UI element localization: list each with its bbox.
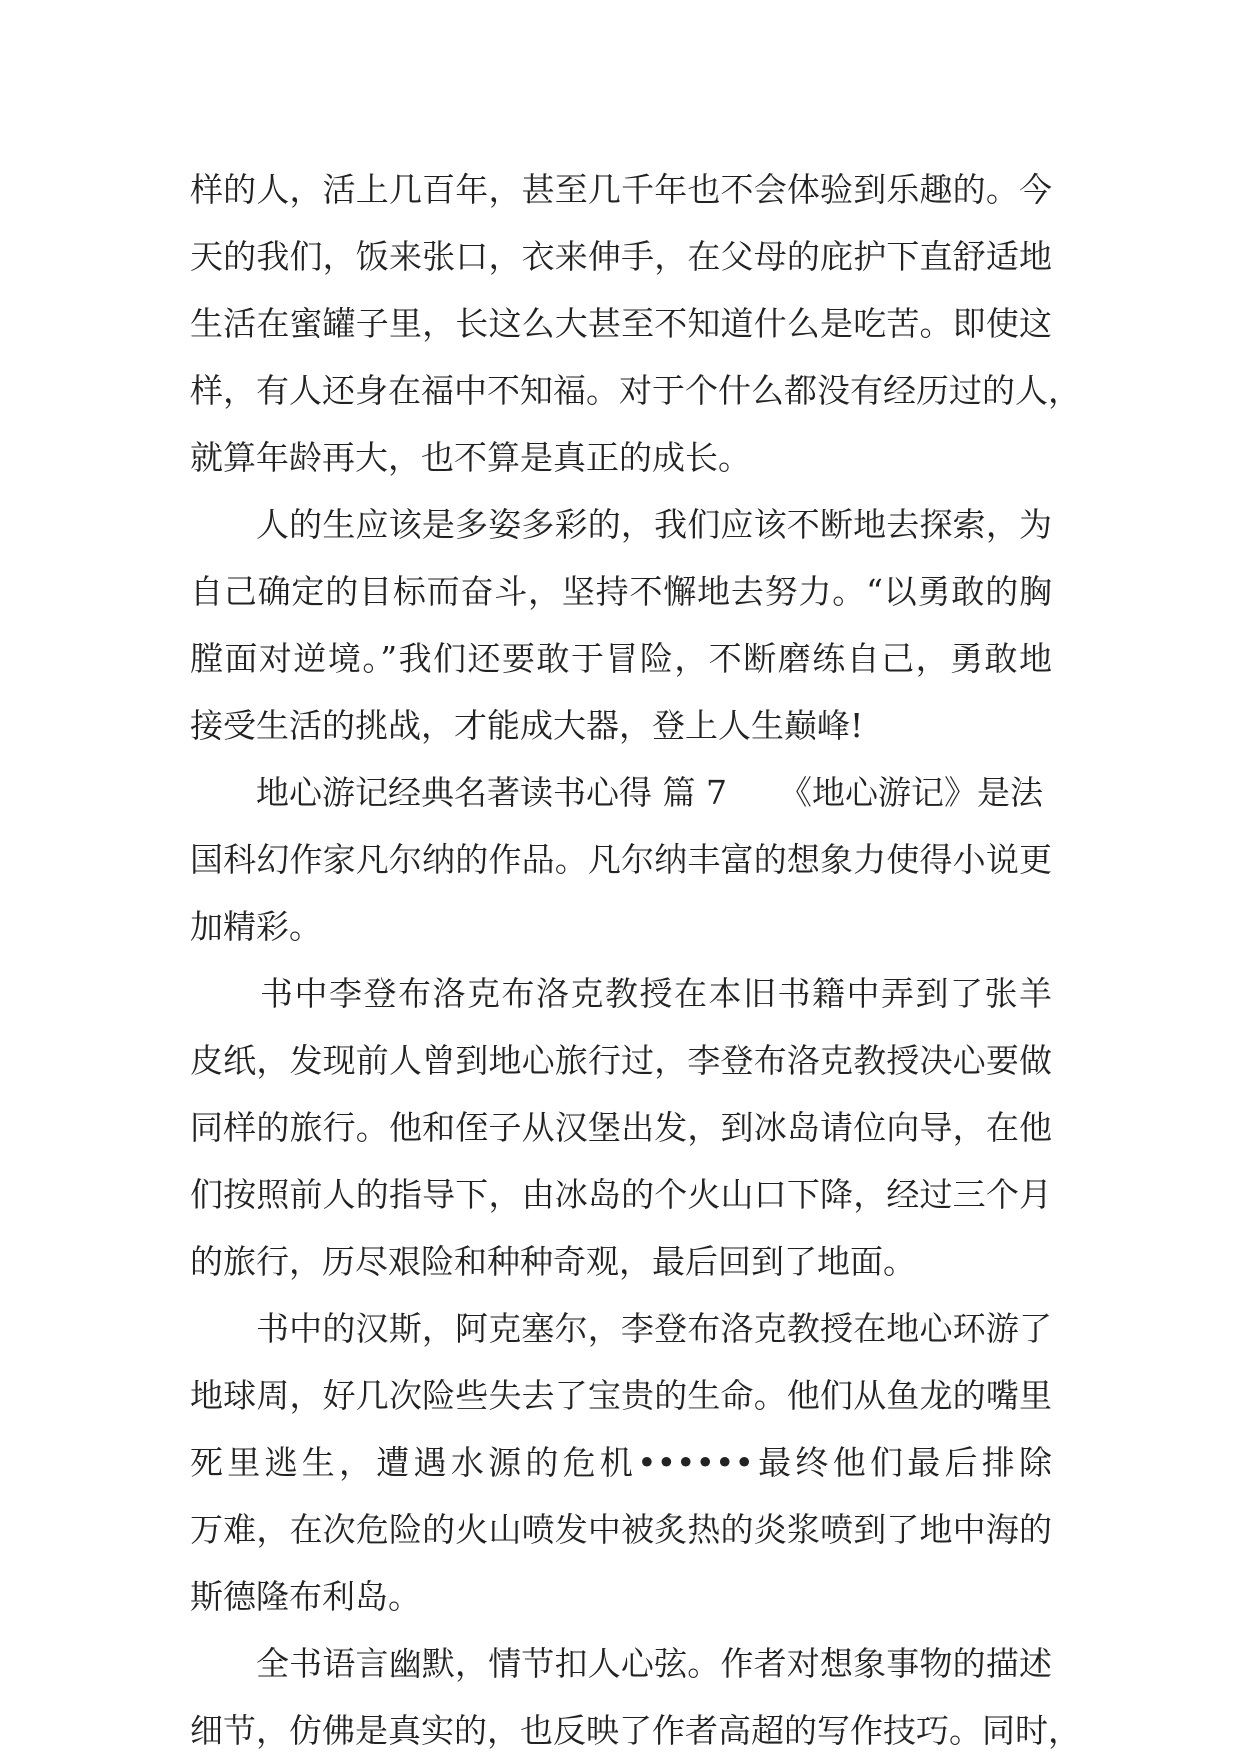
text-line: 的旅行，历尽艰险和种种奇观，最后回到了地面。 [190, 1242, 916, 1281]
text-line: 生活在蜜罐子里，长这么大甚至不知道什么是吃苦。即使这 [190, 304, 1052, 343]
section-intro: 《地心游记》是法 [778, 773, 1043, 812]
text-line: 天的我们，饭来张口，衣来伸手，在父母的庇护下直舒适地 [190, 237, 1052, 276]
text-line: 细节，仿佛是真实的，也反映了作者高超的写作技巧。同时， [190, 1711, 1081, 1750]
text-line: 书中的汉斯，阿克塞尔，李登布洛克教授在地心环游了 [256, 1309, 1052, 1348]
text-line: 书中李登布洛克布洛克教授在本旧书籍中弄到了张羊 [260, 974, 1052, 1013]
text-line: 们按照前人的指导下，由冰岛的个火山口下降，经过三个月 [190, 1175, 1052, 1214]
text-line: 死里逃生，遭遇水源的危机••••••最终他们最后排除 [190, 1443, 1052, 1482]
text-line: 人的生应该是多姿多彩的，我们应该不断地去探索，为 [256, 505, 1052, 544]
text-line: 同样的旅行。他和侄子从汉堡出发，到冰岛请位向导，在他 [190, 1108, 1052, 1147]
text-line: 自己确定的目标而奋斗，坚持不懈地去努力。“以勇敢的胸 [190, 572, 1052, 611]
text-line: 全书语言幽默，情节扣人心弦。作者对想象事物的描述 [256, 1644, 1052, 1683]
text-line: 地球周，好几次险些失去了宝贵的生命。他们从鱼龙的嘴里 [190, 1376, 1052, 1415]
section-heading-line [190, 759, 1052, 826]
body-text [190, 156, 1081, 1764]
text-line: 样，有人还身在福中不知福。对于个什么都没有经历过的人， [190, 371, 1081, 410]
text-line: 皮纸，发现前人曾到地心旅行过，李登布洛克教授决心要做 [190, 1041, 1052, 1080]
text-line: 斯德隆布利岛。 [190, 1577, 421, 1616]
text-line: 加精彩。 [190, 907, 322, 946]
text-line: 万难，在次危险的火山喷发中被炙热的炎浆喷到了地中海的 [190, 1510, 1052, 1549]
text-line: 膛面对逆境。”我们还要敢于冒险，不断磨练自己，勇敢地 [190, 639, 1052, 678]
section-heading: 地心游记经典名著读书心得 篇 7 [256, 773, 727, 812]
text-line: 接受生活的挑战，才能成大器，登上人生巅峰! [190, 706, 864, 745]
text-line: 就算年龄再大，也不算是真正的成长。 [190, 438, 751, 477]
text-line: 国科幻作家凡尔纳的作品。凡尔纳丰富的想象力使得小说更 [190, 840, 1052, 879]
text-line: 样的人，活上几百年，甚至几千年也不会体验到乐趣的。今 [190, 170, 1052, 209]
